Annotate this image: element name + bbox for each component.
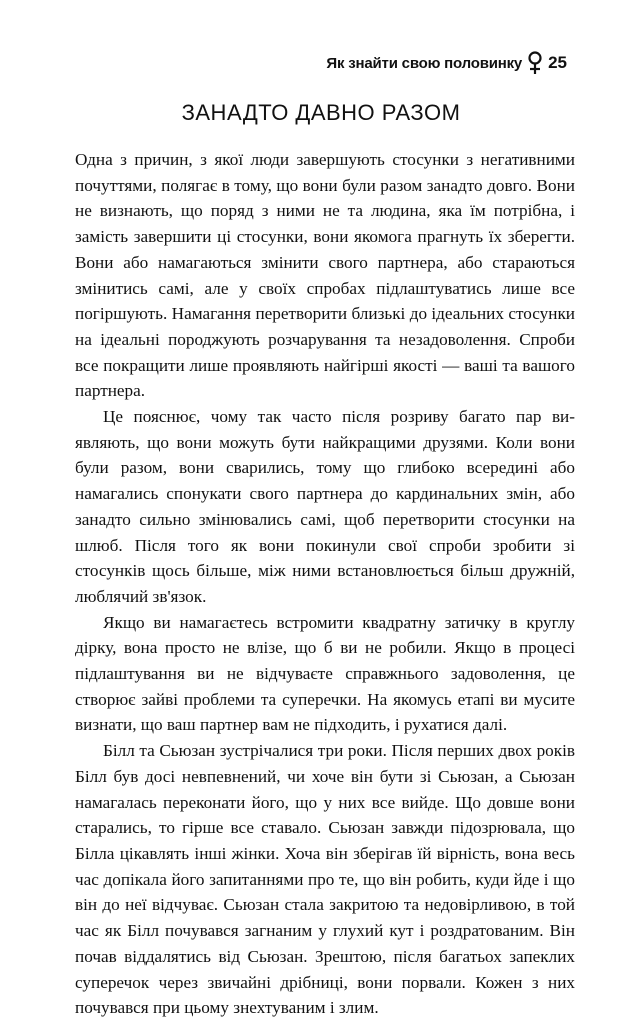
running-header — [326, 51, 567, 75]
paragraph: Білл та Сьюзан зустрічалися три роки. Після перших двох років Білл був досі невпевнений, чи хоче він бути зі Сьюзан, а Сьюзан намагалась переконати його, що у них все вийде. Що довше вони старались, то гірше все ставало. Сьюзан завжди підозрювала, що Білла цікавлять інші жінки. Хоча він зберігав їй вірність, вона весь час допікала його запитаннями про те, що він робить, куди йде і що він до неї відчуває. Сьюзан стала закритою та недовірливою, в той час як Білл почувався загнаним у глухий кут і роздратованим. Він почав віддалятись від Сьюзан. Зрештою, після багатьох запеклих суперечок через звичайні дрібниці, вони порвали. Кожен з них почувався при цьому знехтуваним і злим. — [75, 741, 575, 1018]
paragraph: Одна з причин, з якої люди завершують стосунки з негативними почуттями, полягає в тому, що вони були разом занадто довго. Вони не визнають, що поряд з ними не та людина, яка їм потрібна, і замість завершити ці стосунки, вони якомога прагнуть їх зберегти. Вони або намагаються змінити свого партнера, або стараються змінитись самі, але у своїх спробах підлаштуватись лише все погіршують. Намагання перетворити близькі до ідеальних стосунки на ідеальні породжують розчарування та незадоволення. Спроби все покращити лише проявляють найгірші якості — ваші та вашого партнера. — [75, 150, 575, 401]
body-text — [75, 147, 575, 1021]
page-number: 25 — [548, 53, 567, 72]
chapter-heading: ЗАНАДТО ДАВНО РАЗОМ — [181, 100, 461, 125]
running-title: Як знайти свою половинку — [326, 54, 523, 72]
female-sign-icon — [527, 51, 543, 75]
paragraph: Це пояснює, чому так часто після розриву багато пар виявляють, що вони можуть бути найкращими друзями. Коли вони були разом, вони сварились, тому що глибоко всередині або намагались спонукати свого партнера до кардинальних змін, або занадто сильно змінювались самі, щоб перетворити стосунки на шлюб. Після того як вони покинули свої спроби зробити зі стосунків щось більше, між ними встановлюється більш дружній, люблячий зв'язок. — [75, 407, 575, 606]
paragraph: Якщо ви намагаєтесь встромити квадратну затичку в круглу дірку, вона просто не влізе, що б ви не робили. Якщо в процесі підлаштування ви не відчуваєте справжнього задоволення, це створює зайві проблеми та суперечки. На якомусь етапі ви мусите визнати, що ваш партнер вам не підходить, і рухатися далі. — [75, 612, 575, 735]
